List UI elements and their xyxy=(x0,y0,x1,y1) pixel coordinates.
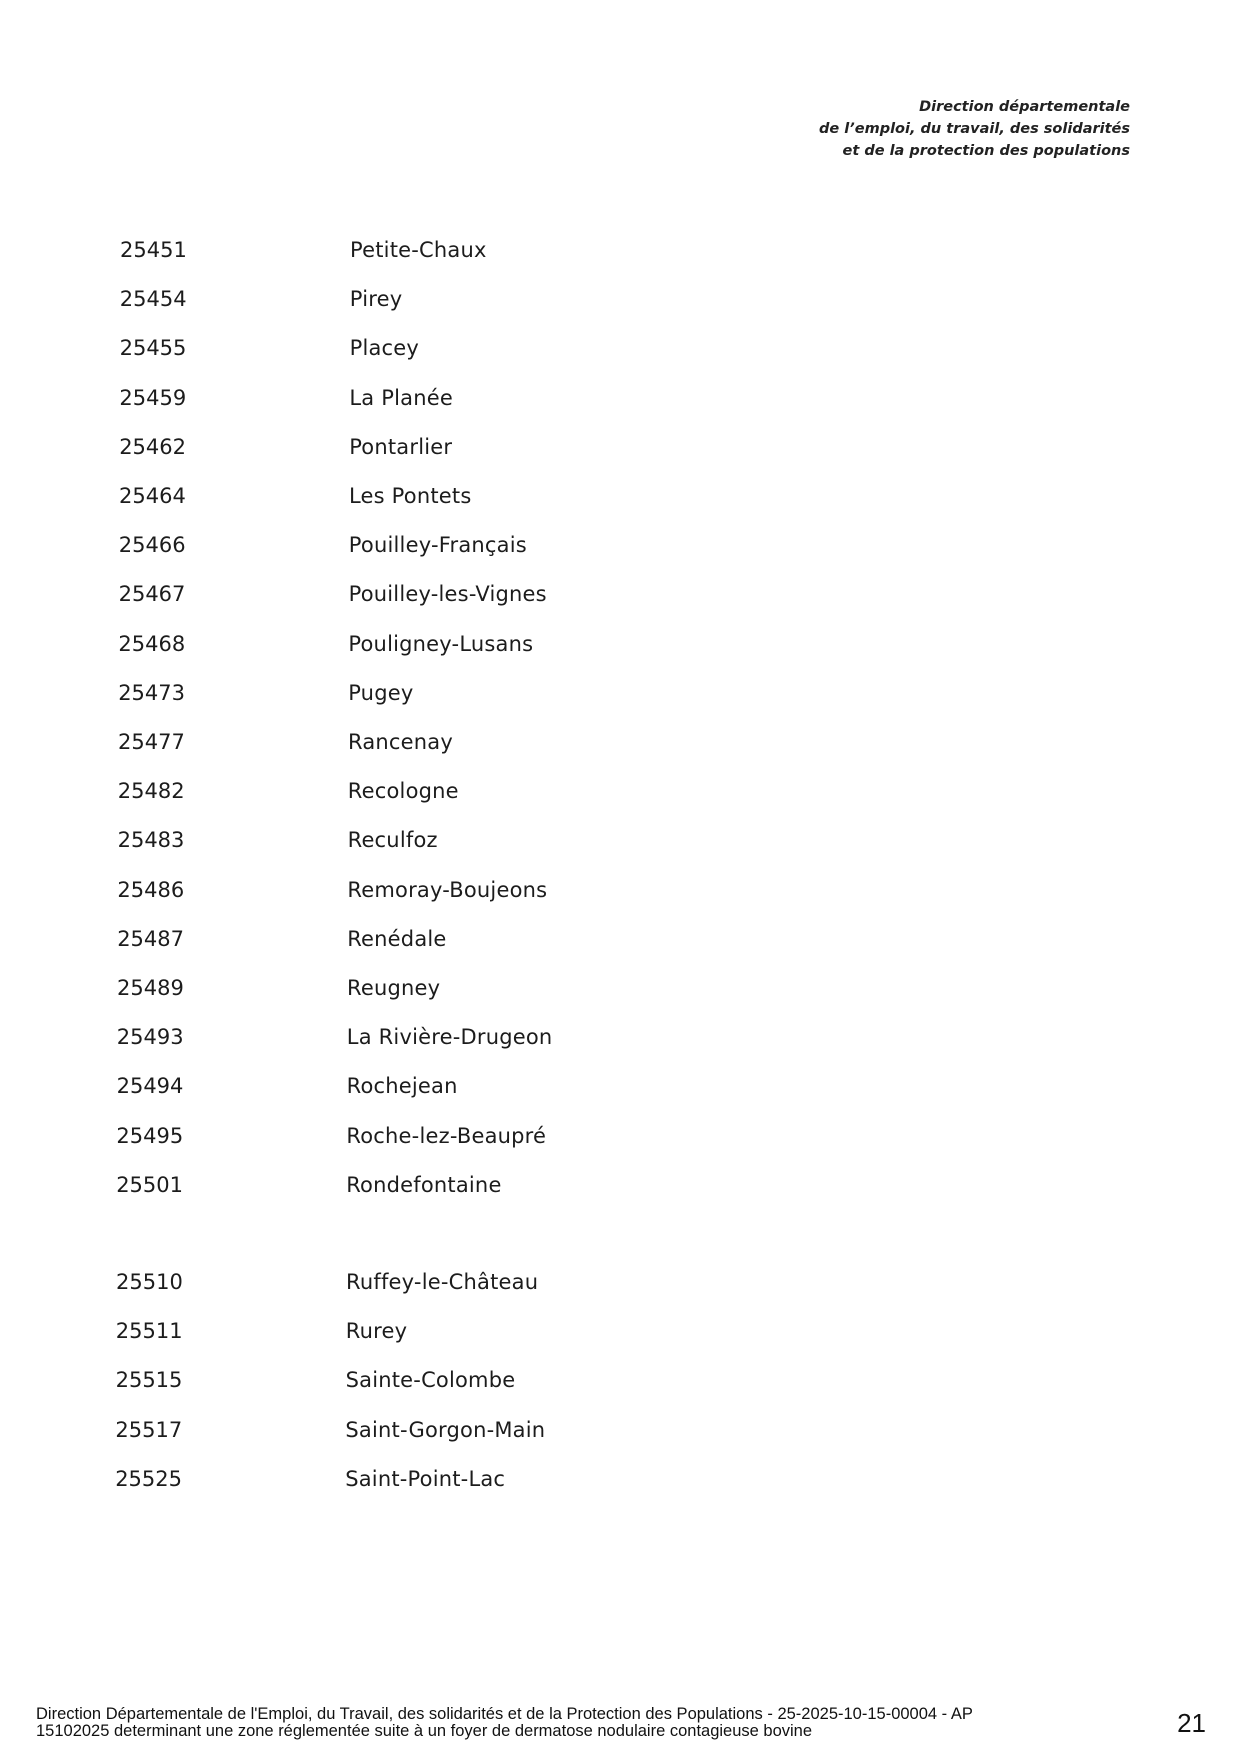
commune-name: Pirey xyxy=(349,287,403,312)
issuer-line-2: de l’emploi, du travail, des solidarités xyxy=(819,121,1130,137)
commune-code: 25493 xyxy=(116,1025,184,1050)
commune-name: Remoray-Boujeons xyxy=(347,877,548,902)
commune-code: 25468 xyxy=(118,631,186,656)
document-footer xyxy=(36,1706,1096,1740)
commune-code: 25515 xyxy=(115,1368,183,1393)
issuer-line-3: et de la protection des populations xyxy=(842,143,1130,159)
commune-name: Rondefontaine xyxy=(346,1172,502,1197)
commune-code: 25495 xyxy=(116,1123,184,1148)
commune-name: Pontarlier xyxy=(349,434,453,459)
footer-line-2: 15102025 determinant une zone réglementée suite à un foyer de dermatose nodulaire contagieuse bovine xyxy=(36,1722,813,1740)
commune-name: Rurey xyxy=(345,1319,408,1344)
commune-name: Petite-Chaux xyxy=(350,238,487,262)
page-number: 21 xyxy=(1177,1708,1206,1738)
commune-name: Renédale xyxy=(347,926,447,951)
commune-code: 25489 xyxy=(117,976,184,1000)
commune-code: 25462 xyxy=(119,434,186,459)
commune-code: 25486 xyxy=(117,877,185,902)
commune-code: 25494 xyxy=(116,1074,184,1099)
commune-name: Reugney xyxy=(347,976,441,1000)
commune-code: 25464 xyxy=(119,484,186,508)
commune-name: Pugey xyxy=(348,680,414,705)
commune-name: Saint-Point-Lac xyxy=(345,1466,506,1491)
commune-code: 25454 xyxy=(119,287,187,312)
commune-name: Sainte-Colombe xyxy=(345,1368,516,1393)
commune-code: 25466 xyxy=(118,533,186,558)
footer-line-1: Direction Départementale de l'Emploi, du Travail, des solidarités et de la Protection des Populations - 25-2025-10-15-00004 - AP xyxy=(36,1705,973,1723)
commune-name: Pouilley-Français xyxy=(348,533,527,558)
commune-code: 25487 xyxy=(117,926,184,951)
commune-code: 25501 xyxy=(116,1172,183,1197)
commune-code: 25459 xyxy=(119,385,187,410)
commune-code: 25510 xyxy=(116,1270,183,1294)
commune-name: Roche-lez-Beaupré xyxy=(346,1123,547,1148)
commune-name: Saint-Gorgon-Main xyxy=(345,1417,546,1442)
commune-code: 25477 xyxy=(118,730,185,754)
commune-name: Reculfoz xyxy=(347,828,438,853)
commune-name: Placey xyxy=(349,336,420,361)
commune-code: 25483 xyxy=(117,828,185,853)
commune-name: Recologne xyxy=(347,779,459,804)
issuer-line-1: Direction départementale xyxy=(919,99,1130,115)
commune-code: 25455 xyxy=(119,336,187,361)
commune-code: 25482 xyxy=(117,779,185,804)
commune-name: Rancenay xyxy=(348,730,453,754)
commune-name: Les Pontets xyxy=(349,484,472,508)
commune-code: 25511 xyxy=(115,1319,183,1344)
commune-name: La Rivière-Drugeon xyxy=(346,1025,553,1050)
commune-code: 25473 xyxy=(118,680,185,705)
commune-name: Rochejean xyxy=(346,1074,458,1099)
commune-name: Pouligney-Lusans xyxy=(348,631,534,656)
commune-name: Ruffey-le-Château xyxy=(346,1270,539,1294)
commune-code: 25517 xyxy=(115,1417,183,1442)
commune-name: La Planée xyxy=(349,385,453,410)
commune-code: 25451 xyxy=(120,238,187,262)
commune-name: Pouilley-les-Vignes xyxy=(348,582,547,607)
commune-code: 25525 xyxy=(115,1466,182,1491)
commune-code: 25467 xyxy=(118,582,186,607)
